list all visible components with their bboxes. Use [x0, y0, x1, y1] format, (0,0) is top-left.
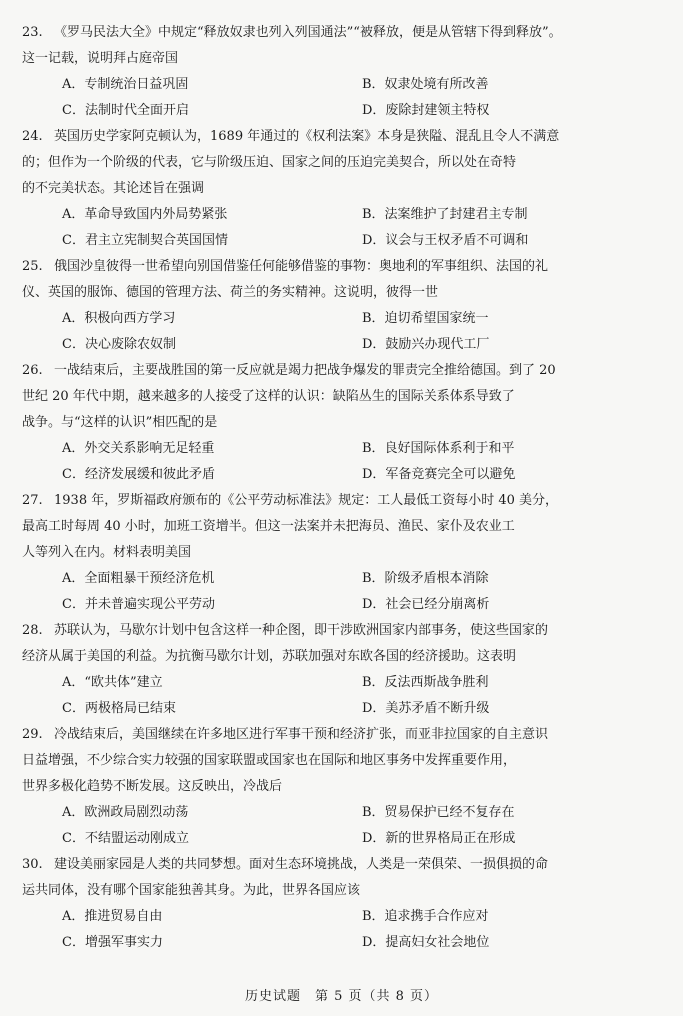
question-stem-line: 建设美丽家园是人类的共同梦想。面对生态环境挑战，人类是一荣俱荣、一损俱损的命 — [54, 857, 549, 872]
option-grid — [22, 306, 669, 358]
option-grid — [22, 670, 669, 722]
question-number: 26. — [22, 363, 43, 378]
option-b: B．法案维护了封建君主专制 — [362, 207, 528, 222]
option-b: B．奴隶处境有所改善 — [362, 77, 489, 92]
option-grid — [22, 202, 669, 254]
question-stem-line: 英国历史学家阿克顿认为，1689 年通过的《权利法案》本身是狭隘、混乱且令人不满意 — [54, 129, 560, 144]
question-number: 28. — [22, 623, 43, 638]
option-b: B．阶级矛盾根本消除 — [362, 571, 489, 586]
question-stem-line: 世界多极化趋势不断发展。这反映出，冷战后 — [22, 779, 283, 794]
question-number: 24. — [22, 129, 43, 144]
question-27 — [22, 488, 669, 618]
option-b: B．迫切希望国家统一 — [362, 311, 489, 326]
question-29 — [22, 722, 669, 852]
question-stem-line: 这一记载，说明拜占庭帝国 — [22, 51, 179, 66]
option-c: C．经济发展缓和彼此矛盾 — [62, 467, 215, 482]
option-a: A．积极向西方学习 — [62, 311, 176, 326]
question-list — [22, 20, 669, 956]
option-d: D．鼓励兴办现代工厂 — [362, 337, 490, 352]
page-footer: 历史试题 第 5 页（共 8 页） — [244, 989, 439, 1004]
option-c: C．增强军事实力 — [62, 935, 163, 950]
question-30 — [22, 852, 669, 956]
option-b: B．反法西斯战争胜利 — [362, 675, 489, 690]
option-a: A．“欧共体”建立 — [62, 675, 163, 690]
question-number: 25. — [22, 259, 43, 274]
question-stem-line: 战争。与“这样的认识”相匹配的是 — [22, 415, 218, 430]
question-stem-line: 的；但作为一个阶级的代表，它与阶级压迫、国家之间的压迫完美契合，所以处在奇特 — [22, 155, 517, 170]
question-stem-line: 俄国沙皇彼得一世希望向别国借鉴任何能够借鉴的事物：奥地利的军事组织、法国的礼 — [54, 259, 549, 274]
question-stem-line: 仪、英国的服饰、德国的管理方法、荷兰的务实精神。这说明，彼得一世 — [22, 285, 439, 300]
option-b: B．贸易保护已经不复存在 — [362, 805, 515, 820]
question-number: 30. — [22, 857, 43, 872]
option-d: D．新的世界格局正在形成 — [362, 831, 516, 846]
question-26 — [22, 358, 669, 488]
question-stem-line: 苏联认为，马歇尔计划中包含这样一种企图，即干涉欧洲国家内部事务，使这些国家的 — [54, 623, 549, 638]
question-stem-line: 世纪 20 年代中期，越来越多的人接受了这样的认识：缺陷丛生的国际关系体系导致了 — [22, 389, 515, 404]
question-number: 29. — [22, 727, 43, 742]
option-d: D．提高妇女社会地位 — [362, 935, 490, 950]
option-d: D．议会与王权矛盾不可调和 — [362, 233, 529, 248]
question-24 — [22, 124, 669, 254]
option-a: A．推进贸易自由 — [62, 909, 163, 924]
option-d: D．废除封建领主特权 — [362, 103, 490, 118]
option-a: A．全面粗暴干预经济危机 — [62, 571, 215, 586]
question-stem-line: 运共同体，没有哪个国家能独善其身。为此，世界各国应该 — [22, 883, 361, 898]
question-stem-line: 1938 年，罗斯福政府颁布的《公平劳动标准法》规定：工人最低工资每小时 40 美分， — [54, 493, 559, 508]
question-stem-line: 冷战结束后，美国继续在许多地区进行军事干预和经济扩张，而亚非拉国家的自主意识 — [54, 727, 549, 742]
question-stem-line: 一战结束后，主要战胜国的第一反应就是竭力把战争爆发的罪责完全推给德国。到了 20 — [54, 363, 556, 378]
option-grid — [22, 904, 669, 956]
option-c: C．法制时代全面开启 — [62, 103, 189, 118]
option-a: A．欧洲政局剧烈动荡 — [62, 805, 189, 820]
question-stem-line: 最高工时每周 40 小时，加班工资增半。但这一法案并未把海员、渔民、家仆及农业工 — [22, 519, 515, 534]
option-c: C．不结盟运动刚成立 — [62, 831, 189, 846]
question-stem-line: 经济从属于美国的利益。为抗衡马歇尔计划，苏联加强对东欧各国的经济援助。这表明 — [22, 649, 517, 664]
option-grid — [22, 72, 669, 124]
option-c: C．君主立宪制契合英国国情 — [62, 233, 228, 248]
question-stem-line: 《罗马民法大全》中规定“释放奴隶也列入列国通法”“被释放，便是从管辖下得到释放”。 — [54, 25, 562, 40]
option-c: C．并未普遍实现公平劳动 — [62, 597, 215, 612]
option-b: B．良好国际体系利于和平 — [362, 441, 515, 456]
option-grid — [22, 566, 669, 618]
question-28 — [22, 618, 669, 722]
question-23 — [22, 20, 669, 124]
option-b: B．追求携手合作应对 — [362, 909, 489, 924]
question-number: 23. — [22, 25, 43, 40]
option-grid — [22, 800, 669, 852]
question-stem-line: 人等列入在内。材料表明美国 — [22, 545, 192, 560]
option-d: D．美苏矛盾不断升级 — [362, 701, 490, 716]
option-d: D．社会已经分崩离析 — [362, 597, 490, 612]
option-a: A．专制统治日益巩固 — [62, 77, 189, 92]
option-grid — [22, 436, 669, 488]
question-number: 27. — [22, 493, 43, 508]
question-stem-line: 日益增强，不少综合实力较强的国家联盟或国家也在国际和地区事务中发挥重要作用， — [22, 753, 517, 768]
question-stem-line: 的不完美状态。其论述旨在强调 — [22, 181, 205, 196]
option-a: A．革命导致国内外局势紧张 — [62, 207, 228, 222]
option-d: D．军备竞赛完全可以避免 — [362, 467, 516, 482]
question-25 — [22, 254, 669, 358]
option-a: A．外交关系影响无足轻重 — [62, 441, 215, 456]
option-c: C．两极格局已结束 — [62, 701, 176, 716]
option-c: C．决心废除农奴制 — [62, 337, 176, 352]
